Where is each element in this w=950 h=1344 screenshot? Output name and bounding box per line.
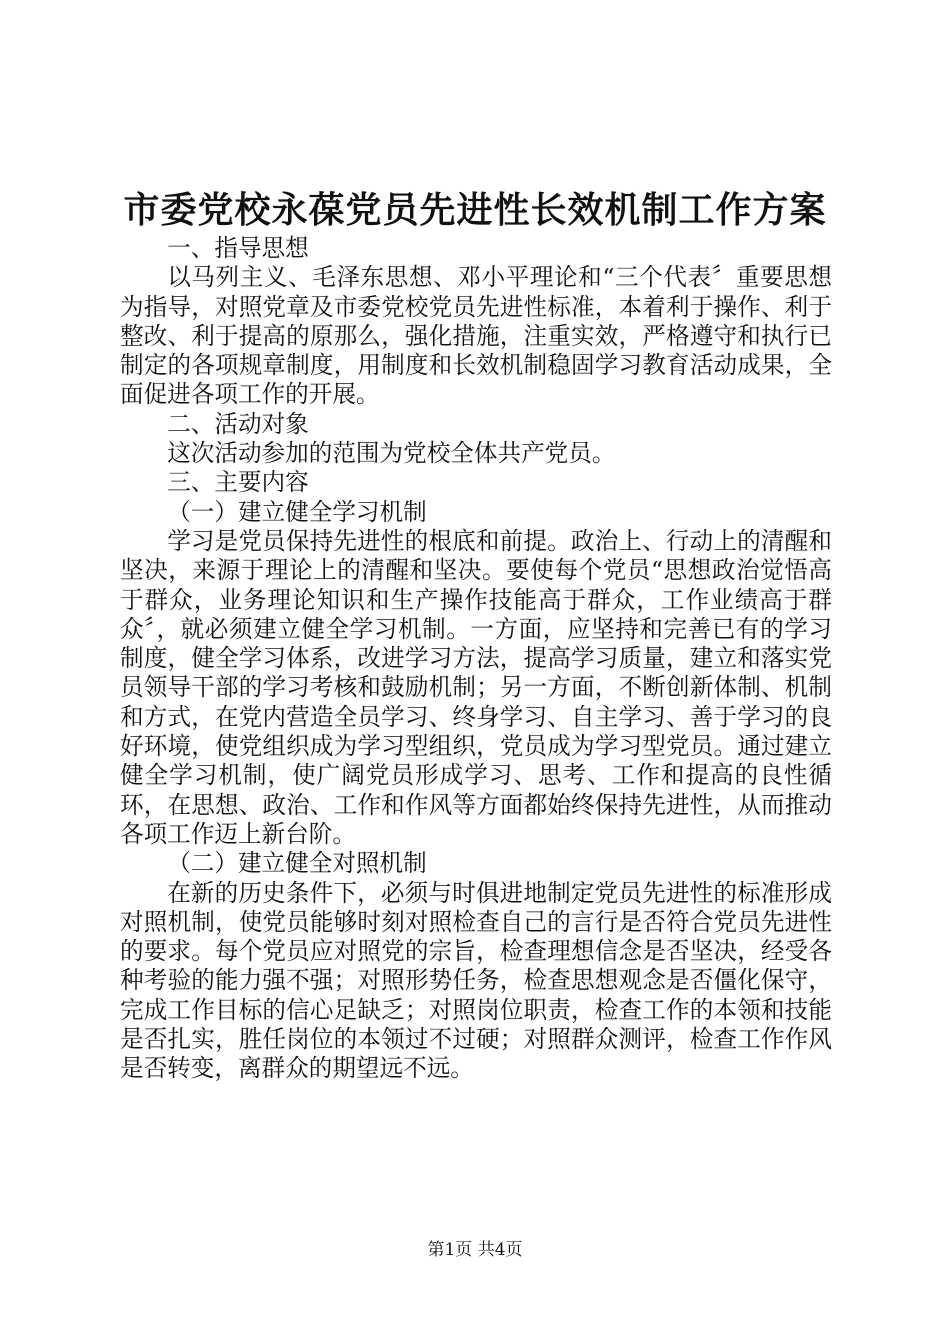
paragraph-learning-mechanism: 学习是党员保持先进性的根底和前提。政治上、行动上的清醒和坚决，来源于理论上的清醒和坚决。要使每个党员“思想政治觉悟高于群众，业务理论知识和生产操作技能高于群众，工作业绩高于群众〞，就必须建立健全学习机制。一方面，应坚持和完善已有的学习制度，健全学习体系，改进学习方法，提高学习质量，建立和落实党员领导干部的学习考核和鼓励机制；另一方面，不断创新体制、机制和方式，在党内营造全员学习、终身学习、自主学习、善于学习的良好环境，使党组织成为学习型组织，党员成为学习型党员。通过建立健全学习机制，使广阔党员形成学习、思考、工作和提高的良性循环，在思想、政治、工作和作风等方面都始终保持先进性，从而推动各项工作迈上新台阶。 (120, 526, 832, 848)
subsection-heading-comparison-mechanism: （二）建立健全对照机制 (167, 849, 427, 878)
paragraph-guiding-ideology: 以马列主义、毛泽东思想、邓小平理论和“三个代表〞重要思想为指导，对照党章及市委党校党员先进性标准，本着利于操作、利于整改、利于提高的原那么，强化措施，注重实效，严格遵守和执行已制定的各项规章制度，用制度和长效机制稳固学习教育活动成果，全面促进各项工作的开展。 (120, 263, 832, 409)
page-footer: 第1页 共4页 (427, 1240, 523, 1260)
document-body (120, 234, 832, 1084)
section-heading-activity-target: 二、活动对象 (167, 409, 309, 438)
paragraph-comparison-mechanism: 在新的历史条件下，必须与时俱进地制定党员先进性的标准形成对照机制，使党员能够时刻对照检查自己的言行是否符合党员先进性的要求。每个党员应对照党的宗旨，检查理想信念是否坚决，经受各种考验的能力强不强；对照形势任务，检查思想观念是否僵化保守，完成工作目标的信心足缺乏；对照岗位职责，检查工作的本领和技能是否扎实，胜任岗位的本领过不过硬；对照群众测评，检查工作作风是否转变，离群众的期望远不远。 (120, 878, 832, 1083)
document-title: 市委党校永葆党员先进性长效机制工作方案 (123, 189, 827, 231)
section-heading-guiding-ideology: 一、指导思想 (167, 234, 309, 262)
paragraph-activity-target: 这次活动参加的范围为党校全体共产党员。 (167, 439, 616, 468)
section-heading-main-content: 三、主要内容 (167, 468, 309, 497)
subsection-heading-learning-mechanism: （一）建立健全学习机制 (167, 497, 427, 526)
